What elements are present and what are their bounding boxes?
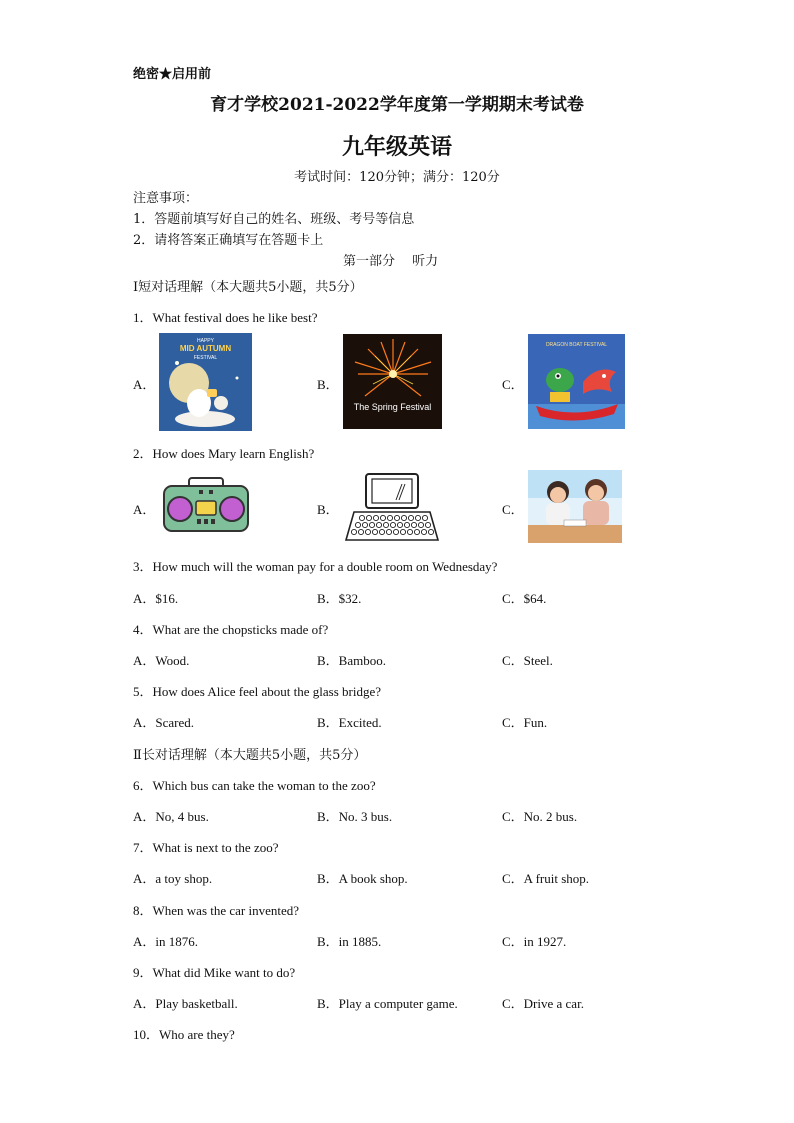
subject-title: 九年级英语 — [341, 134, 452, 160]
radio-cassette-icon — [161, 475, 251, 535]
notes-item: 1．答题前填写好自己的姓名、班级、考号等信息 — [133, 212, 415, 227]
option-c: C． — [502, 377, 524, 392]
question-text: 6．Which bus can take the woman to the zoo? — [133, 778, 376, 793]
fireworks-caption: The Spring Festival — [353, 402, 432, 412]
option-b: B．Play a computer game. — [317, 996, 458, 1011]
question-text: 4．What are the chopsticks made of? — [133, 622, 329, 637]
option-b: B．$32. — [317, 591, 362, 606]
poster-caption: FESTIVAL — [193, 355, 218, 361]
option-b: B．A book shop. — [317, 871, 408, 886]
poster-caption: HAPPY — [197, 338, 214, 344]
option-c: C．A fruit shop. — [502, 871, 590, 886]
section-title: Ⅰ短对话理解（本大题共5小题，共5分） — [133, 280, 363, 295]
option-c: C．No. 2 bus. — [502, 809, 578, 824]
option-c: C．$64. — [502, 591, 547, 606]
option-b: B．Excited. — [317, 715, 382, 730]
poster-caption: MID AUTUMN — [179, 344, 232, 353]
question-text: 8．When was the car invented? — [133, 903, 300, 918]
exam-meta: 考试时间：120分钟；满分：120分 — [294, 170, 500, 185]
option-a: A． — [133, 502, 156, 517]
students-studying-image — [528, 470, 622, 543]
question-text: 10．Who are they? — [133, 1027, 235, 1042]
dragon-boat-image — [528, 334, 625, 429]
section-title: Ⅱ长对话理解（本大题共5小题，共5分） — [133, 748, 367, 763]
dragon-boat-caption: DRAGON BOAT FESTIVAL — [545, 342, 608, 348]
notes-item: 2．请将答案正确填写在答题卡上 — [133, 233, 324, 248]
option-b: B． — [317, 377, 339, 392]
question-text: 2．How does Mary learn English? — [133, 446, 315, 461]
option-b: B． — [317, 502, 339, 517]
question-text: 7．What is next to the zoo? — [133, 840, 279, 855]
option-a: A．No, 4 bus. — [133, 809, 209, 824]
option-c: C．Drive a car. — [502, 996, 584, 1011]
option-c: C．Steel. — [502, 653, 553, 668]
option-a: A．Play basketball. — [133, 996, 238, 1011]
question-text: 5．How does Alice feel about the glass bridge? — [133, 684, 382, 699]
question-text: 9．What did Mike want to do? — [133, 965, 296, 980]
computer-keyboard-icon — [344, 470, 440, 544]
notes-heading: 注意事项： — [133, 191, 199, 206]
option-a: A．Wood. — [133, 653, 190, 668]
question-text: 3．How much will the woman pay for a double room on Wednesday? — [133, 559, 498, 574]
option-c: C．in 1927. — [502, 934, 567, 949]
mid-autumn-poster-image — [159, 333, 252, 431]
option-b: B．Bamboo. — [317, 653, 386, 668]
option-a: A．a toy shop. — [133, 871, 213, 886]
part-title: 第一部分 听力 — [343, 254, 439, 269]
option-c: C．Fun. — [502, 715, 548, 730]
secret-mark: 绝密★启用前 — [133, 67, 212, 82]
school-title: 育才学校2021-2022学年度第一学期期末考试卷 — [210, 95, 584, 115]
option-c: C． — [502, 502, 524, 517]
fireworks-image — [343, 334, 442, 429]
option-a: A．in 1876. — [133, 934, 199, 949]
option-a: A．$16. — [133, 591, 179, 606]
option-a: A． — [133, 377, 156, 392]
option-b: B．No. 3 bus. — [317, 809, 393, 824]
question-text: 1．What festival does he like best? — [133, 310, 318, 325]
option-b: B．in 1885. — [317, 934, 382, 949]
option-a: A．Scared. — [133, 715, 195, 730]
